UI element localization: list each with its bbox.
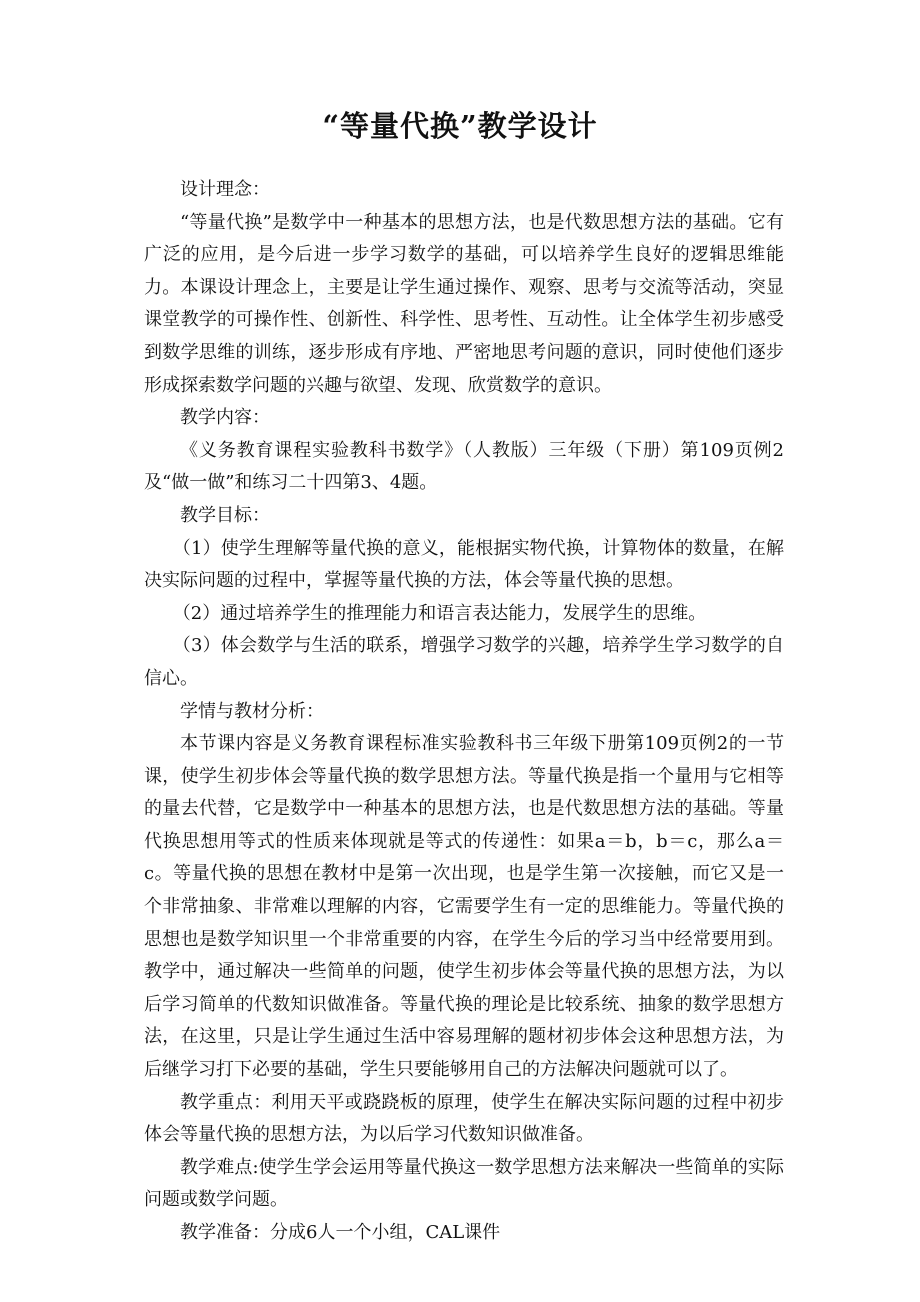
preparation-text: 教学准备：分成6人一个小组，CAL课件 (180, 1222, 501, 1243)
analysis-heading: 学情与教材分析： (180, 700, 324, 722)
analysis-text: 本节课内容是义务教育课程标准实验教科书三年级下册第109页例2的一节课，使学生初步体会等量代换的数学思想方法。等量代换是指一个量用与它相等的量去代替，它是数学中一种基本的思想方法，也是代数思想方法的基础。等量代换思想用等式的性质来体现就是等式的传递性：如果a＝b，b＝c，那么a＝c。等量代换的思想在教材中是第一次出现，也是学生第一次接触，而它又是一个非常抽象、非常难以理解的内容，它需要学生有一定的思维能力。等量代换的思想也是数学知识里一个非常重要的内容，在学生今后的学习当中经常要用到。教学中，通过解决一些简单的问题，使学生初步体会等量代换的思想方法，为以后学习简单的代数知识做准备。等量代换的理论是比较系统、抽象的数学思想方法，在这里，只是让学生通过生活中容易理解的题材初步体会这种思想方法，为后继学习打下必要的基础，学生只要能够用自己的方法解决问题就可以了。 (144, 733, 784, 1081)
teaching-objectives-heading: 教学目标： (180, 504, 270, 526)
objective-item-2: （2）通过培养学生的推理能力和语言表达能力，发展学生的思维。 (172, 602, 707, 624)
objective-item-1: （1）使学生理解等量代换的意义，能根据实物代换，计算物体的数量，在解决实际问题的过程中，掌握等量代换的方法，体会等量代换的思想。 (144, 537, 784, 592)
teaching-content-heading: 教学内容： (180, 407, 270, 429)
teaching-content-text: 《义务教育课程实验教科书数学》（人教版）三年级（下册）第109页例2及“做一做”和练习二十四第3、4题。 (144, 439, 784, 494)
key-point-text: 教学重点：利用天平或跷跷板的原理，使学生在解决实际问题的过程中初步体会等量代换的思想方法，为以后学习代数知识做准备。 (144, 1091, 784, 1146)
document-title: “等量代换”教学设计 (322, 109, 598, 143)
document-body (144, 174, 784, 1250)
objective-item-3: （3）体会数学与生活的联系，增强学习数学的兴趣，培养学生学习数学的自信心。 (144, 635, 784, 689)
design-concept-heading: 设计理念： (180, 179, 270, 200)
design-concept-text: “等量代换”是数学中一种基本的思想方法，也是代数思想方法的基础。它有广泛的应用，是今后进一步学习数学的基础，可以培养学生良好的逻辑思维能力。本课设计理念上，主要是让学生通过操作、观察、思考与交流等活动，突显课堂教学的可操作性、创新性、科学性、思考性、互动性。让全体学生初步感受到数学思维的训练，逐步形成有序地、严密地思考问题的意识，同时使他们逐步形成探索数学问题的兴趣与欲望、发现、欣赏数学的意识。 (144, 211, 784, 396)
difficulty-text: 教学难点:使学生学会运用等量代换这一数学思想方法来解决一些简单的实际问题或数学问题。 (144, 1156, 784, 1211)
